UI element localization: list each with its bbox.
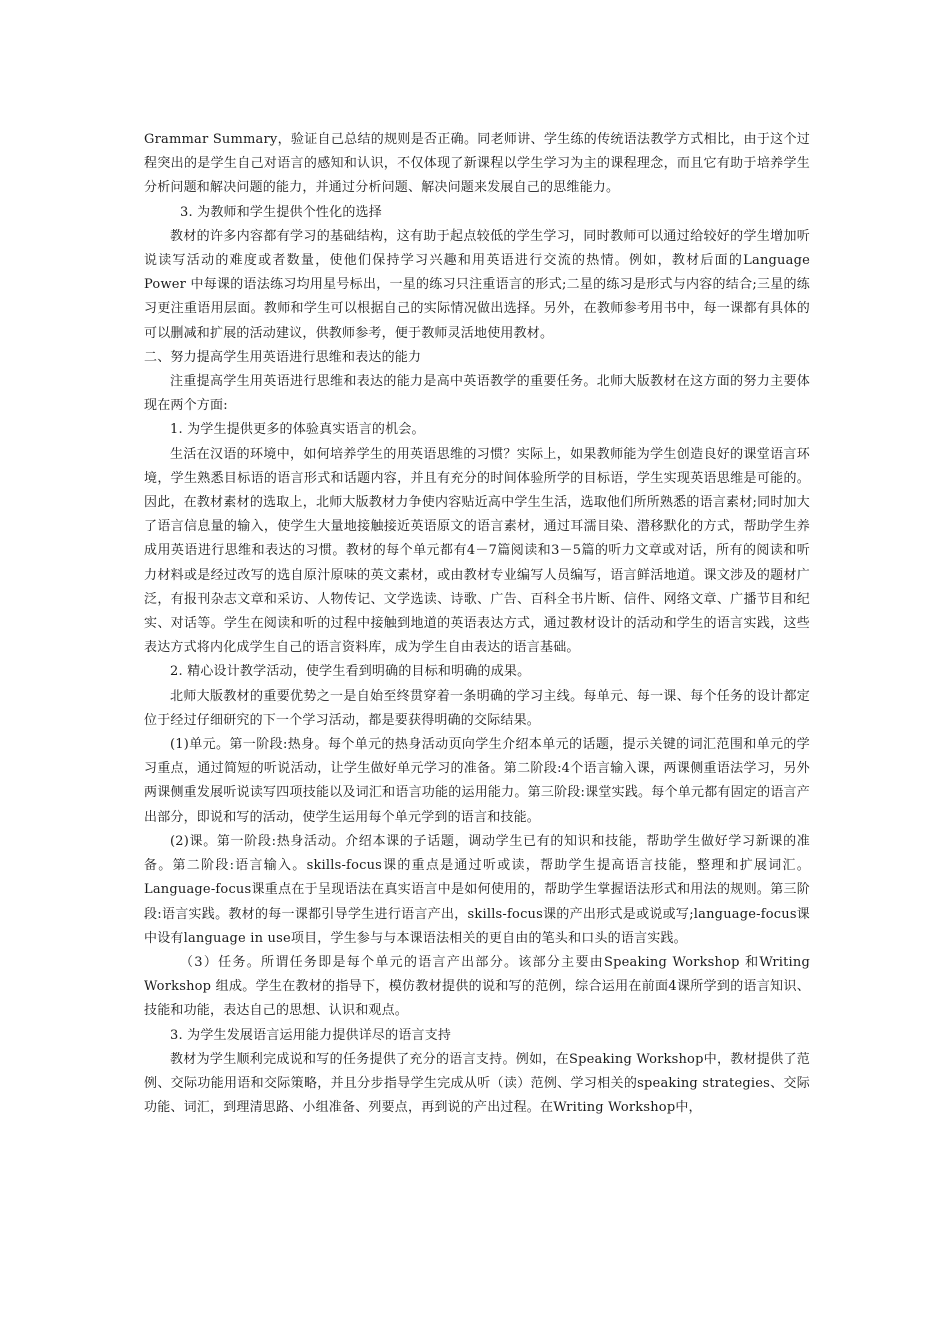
paragraph-thinking-importance: 注重提高学生用英语进行思维和表达的能力是高中英语教学的重要任务。北师大版教材在这方面的努力主要体现在两个方面: [144, 374, 810, 414]
paragraph-language-environment: 生活在汉语的环境中，如何培养学生的用英语思维的习惯？实际上，如果教师能为学生创造良好的课堂语言环境，学生熟悉目标语的语言形式和话题内容，并且有充分的时间体验所学的目标语，学生实现英语思维是可能的。因此，在教材素材的选取上，北师大版教材力争使内容贴近高中学生生活，选取他们所所熟悉的语言素材;同时加大了语言信息量的输入，使学生大量地接触接近英语原文的语言素材，通过耳濡目染、潜移默化的方式，帮助学生养成用英语进行思维和表达的习惯。教材的每个单元都有4－7篇阅读和3－5篇的听力文章或对话，所有的阅读和听力材料或是经过改写的选自原汁原味的英文素材，或由教材专业编写人员编写，语言鲜活地道。课文涉及的题材广泛，有报刊杂志文章和采访、人物传记、文学选读、诗歌、广告、百科全书片断、信件、网络文章、广播节目和纪实、对话等。学生在阅读和听的过程中接触到地道的英语表达方式，通过教材设计的活动和学生的语言实践，这些表达方式将内化成学生自己的语言资料库，成为学生自由表达的语言基础。 [144, 446, 810, 656]
paragraph-language-support: 教材为学生顺利完成说和写的任务提供了充分的语言支持。例如，在Speaking Workshop中，教材提供了范例、交际功能用语和交际策略，并且分步指导学生完成从听（读）范例、学习相关的speaking strategies、交际功能、词汇，到理清思路、小组准备、列要点，再到说的产出过程。在Writing Workshop中， [144, 1051, 810, 1116]
document-body [144, 128, 810, 1120]
paragraph-learning-mainline: 北师大版教材的重要优势之一是自始至终贯穿着一条明确的学习主线。每单元、每一课、每个任务的设计都定位于经过仔细研究的下一个学习活动，都是要获得明确的交际结果。 [144, 688, 810, 728]
paragraph-unit: (1)单元。第一阶段:热身。每个单元的热身活动页向学生介绍本单元的话题，提示关键的词汇范围和单元的学习重点，通过简短的听说活动，让学生做好单元学习的准备。第二阶段:4个语言输入课，两课侧重语法学习，另外两课侧重发展听说读写四项技能以及词汇和语言功能的运用能力。第三阶段:课堂实践。每个单元都有固定的语言产出部分，即说和写的活动，使学生运用每个单元学到的语言和技能。 [144, 737, 810, 825]
paragraph-learning-structure: 教材的许多内容都有学习的基础结构，这有助于起点较低的学生学习，同时教师可以通过给较好的学生增加听说读写活动的难度或者数量，使他们保持学习兴趣和用英语进行交流的热情。例如，教材后面的Language Power 中每课的语法练习均用星号标出，一星的练习只注重语言的形式;二星的练习是形式与内容的结合;三星的练习更注重语用层面。教师和学生可以根据自己的实际情况做出选择。另外，在教师参考用书中，每一课都有具体的可以删减和扩展的活动建议，供教师参考，便于教师灵活地使用教材。 [144, 228, 810, 341]
heading-personalized-choice: 3. 为教师和学生提供个性化的选择 [180, 204, 382, 220]
paragraph-lesson: (2)课。第一阶段:热身活动。介绍本课的子话题，调动学生已有的知识和技能，帮助学生做好学习新课的准备。第二阶段:语言输入。skills-focus课的重点是通过听或读，帮助学生提高语言技能，整理和扩展词汇。Language-focus课重点在于呈现语法在真实语言中是如何使用的，帮助学生掌握语法形式和用法的规则。第三阶段:语言实践。教材的每一课都引导学生进行语言产出，skills-focus课的产出形式是或说或写;language-focus课中设有language in use项目，学生参与与本课语法相关的更自由的笔头和口头的语言实践。 [144, 833, 810, 946]
heading-real-language: 1. 为学生提供更多的体验真实语言的机会。 [170, 422, 425, 438]
heading-language-support: 3. 为学生发展语言运用能力提供详尽的语言支持 [170, 1027, 452, 1043]
section-heading-thinking-expression: 二、努力提高学生用英语进行思维和表达的能力 [144, 349, 422, 365]
paragraph-task: （3）任务。所谓任务即是每个单元的语言产出部分。该部分主要由Speaking Workshop 和Writing Workshop 组成。学生在教材的指导下，模仿教材提供的说和写的范例，综合运用在前面4课所学到的语言知识、技能和功能，表达自己的思想、认识和观点。 [144, 954, 810, 1019]
paragraph-grammar-summary: Grammar Summary，验证自己总结的规则是否正确。同老师讲、学生练的传统语法教学方式相比，由于这个过程突出的是学生自己对语言的感知和认识，不仅体现了新课程以学生学习为主的课程理念，而且它有助于培养学生分析问题和解决问题的能力，并通过分析问题、解决问题来发展自己的思维能力。 [144, 132, 810, 196]
heading-teaching-activities: 2. 精心设计教学活动，使学生看到明确的目标和明确的成果。 [170, 664, 531, 680]
